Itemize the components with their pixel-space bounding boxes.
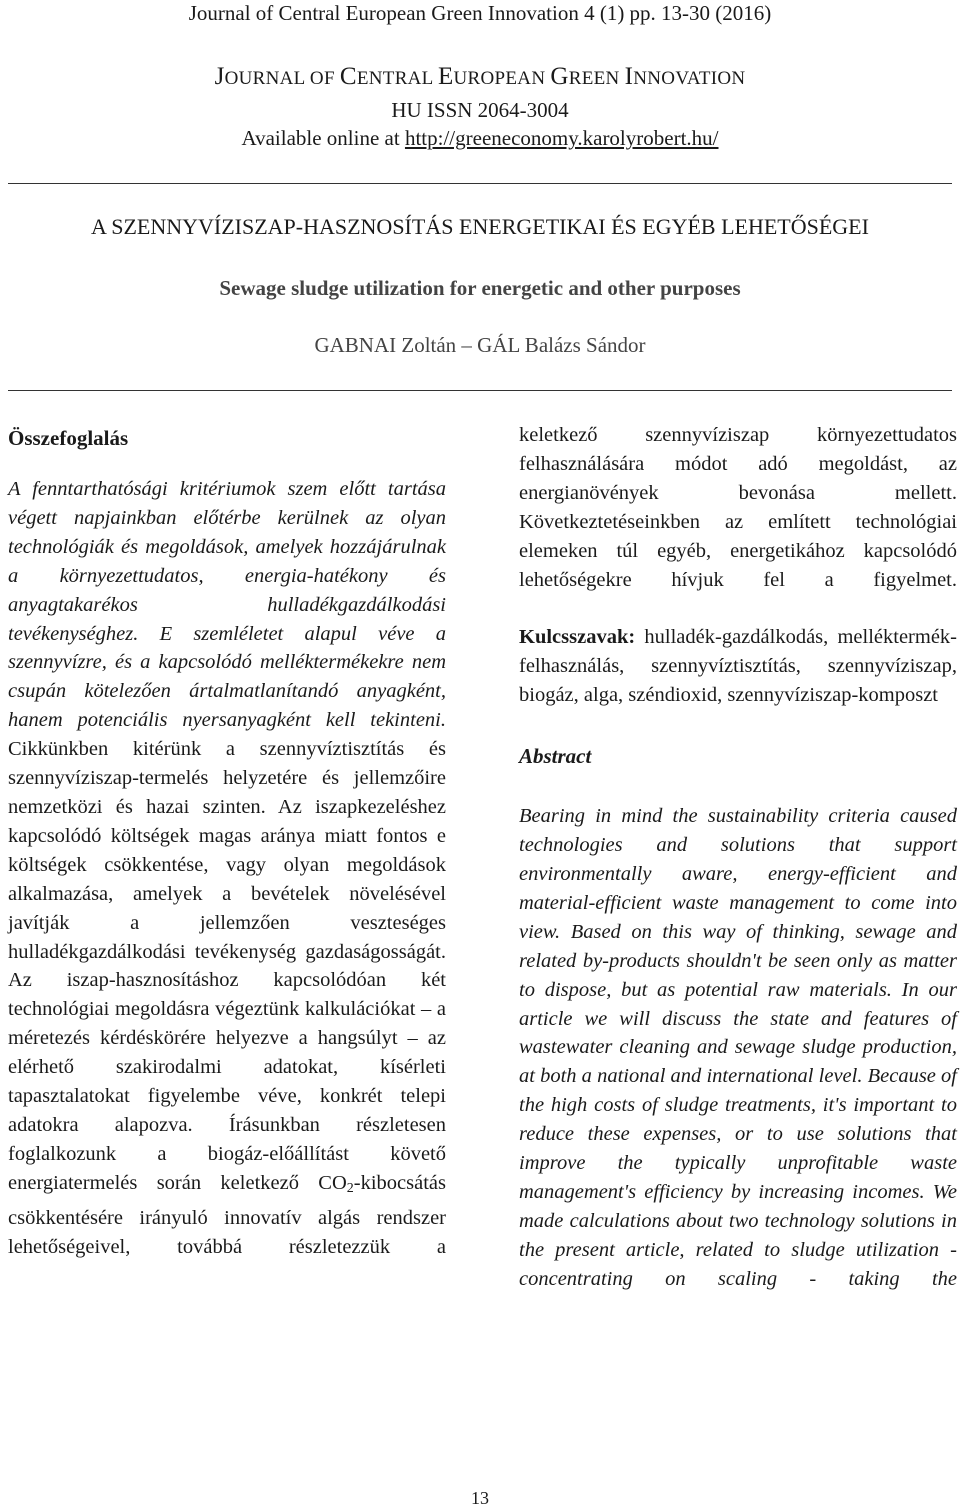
availability-prefix: Available online at: [241, 126, 405, 150]
keywords-text: hulladék-gazdálkodás, melléktermék-felhasználás, szennyvíztisztítás, szennyvíziszap, biogáz, alga, széndioxid, szennyvíziszap-komposzt: [519, 626, 958, 707]
title-divider: [8, 390, 952, 391]
availability-line: [0, 124, 960, 152]
header-divider: [8, 183, 952, 184]
left-column: [8, 421, 446, 1261]
article-authors: GABNAI Zoltán – GÁL Balázs Sándor: [314, 333, 646, 357]
abstract-heading: Abstract: [519, 744, 592, 769]
right-column: [519, 421, 957, 1294]
page-number: 13: [471, 1488, 489, 1508]
journal-url-link[interactable]: http://greeneconomy.karolyrobert.hu/: [404, 126, 719, 150]
keywords: [519, 623, 957, 710]
summary-paragraph-1: A fenntarthatósági kritériumok szem előtt tartása végett napjainkban előtérbe kerülnek az olyan technológiák és megoldások, amelyek hozzájárulnak a környezettudatos, energia-hatékony és anyagtakarékos hulladékgazdálkodási tevékenységhez. E szemléletet alapul véve a szennyvízre, és a kapcsolódó melléktermékekre nem csupán kötelezően ártalmatlanítandó anyagként, hanem potenciális nyersanyagként kell tekinteni.: [8, 478, 446, 732]
issn: HU ISSN 2064-3004: [391, 98, 569, 122]
keywords-label: Kulcsszavak:: [519, 626, 636, 649]
abstract-text: Bearing in mind the sustainability criteria caused technologies and solutions that support environmentally aware, energy-efficient and material-efficient waste management to come into view. Based on this way of thinking, sewage and related by-products shouldn't be seen only as matter to dispose, but as potential raw materials. In our article we will discuss the state and features of wastewater cleaning and sewage sludge production, at both a national and international level. Because of the high costs of sludge treatments, it's important to reduce these expenses, or to use solutions that improve the typically unprofitable waste management's efficiency by increasing incomes. We made calculations about two technology solutions in the present article, related to sludge utilization - concentrating on scaling - taking the: [519, 805, 957, 1290]
journal-name: JOURNAL OF CENTRAL EUROPEAN GREEN INNOVATION: [214, 63, 746, 90]
summary-paragraph-2: Cikkünkben kitérünk a szennyvíztisztítás és szennyvíziszap-termelés helyzetére és jellemzőire nemzetközi és hazai szinten. Az iszapkezeléshez kapcsolódó költségek magas aránya miatt fontos e költségek csökkentése, vagy olyan megoldások alkalmazása, amelyek a bevételek növelésével javítják a jellemzően veszteséges hulladékgazdálkodási tevékenység gazdaságosságát. Az iszap-hasznosításhoz kapcsolódóan két technológiai megoldásra végeztünk kalkulációkat – a méretezés kérdéskörére helyezve a hangsúlyt – az elérhető szakirodalmi adatokat, kísérleti tapasztalatokat figyelembe véve, konkrét telepi adatokra alapozva. Írásunkban részletesen foglalkozunk a biogáz-előállítást követő energiatermelés során keletkező $CO_2$-kibocsátás csökkentésére irányuló innovatív algás rendszer lehetőségeivel, továbbá részletezzük a: [8, 738, 446, 1258]
article-title-hu: A SZENNYVÍZISZAP-HASZNOSÍTÁS ENERGETIKAI ÉS EGYÉB LEHETŐSÉGEI: [91, 214, 869, 239]
article-title-en: Sewage sludge utilization for energetic and other purposes: [219, 276, 741, 300]
running-head: Journal of Central European Green Innovation 4 (1) pp. 13-30 (2016): [188, 1, 772, 25]
summary-paragraph-continued: keletkező szennyvíziszap környezettudatos felhasználására módot adó megoldást, az energianövények bevonása mellett. Következtetéseinkben az említett technológiai elemeken túl egyéb, energetikához kapcsolódó lehetőségekre hívjuk fel a figyelmet.: [519, 424, 957, 591]
summary-heading: Összefoglalás: [8, 426, 129, 450]
